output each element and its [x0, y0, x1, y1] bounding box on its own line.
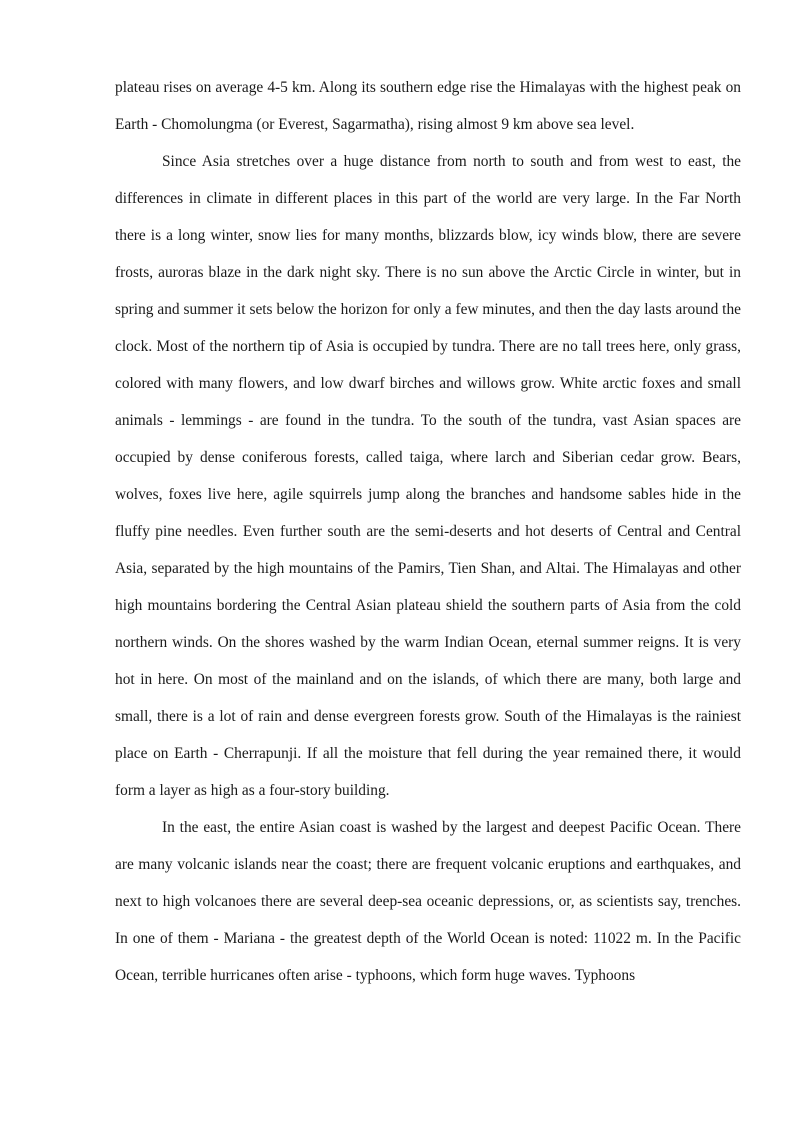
- paragraph-pacific-coast: In the east, the entire Asian coast is washed by the largest and deepest Pacific Ocean. There are many volcanic islands near the coast; there are frequent volcanic eruptions and earthquakes, and next to high volcanoes there are several deep-sea oceanic depressions, or, as scientists say, trenches. In one of them - Mariana - the greatest depth of the World Ocean is noted: 11022 m. In the Pacific Ocean, terrible hurricanes often arise - typhoons, which form huge waves. Typhoons: [115, 819, 741, 984]
- paragraph-asia-climate: Since Asia stretches over a huge distance from north to south and from west to east, the differences in climate in different places in this part of the world are very large. In the Far North there is a long winter, snow lies for many months, blizzards blow, icy winds blow, there are severe frosts, auroras blaze in the dark night sky. There is no sun above the Arctic Circle in winter, but in spring and summer it sets below the horizon for only a few minutes, and then the day lasts around the clock. Most of the northern tip of Asia is occupied by tundra. There are no tall trees here, only grass, colored with many flowers, and low dwarf birches and willows grow. White arctic foxes and small animals - lemmings - are found in the tundra. To the south of the tundra, vast Asian spaces are occupied by dense coniferous forests, called taiga, where larch and Siberian cedar grow. Bears, wolves, foxes live here, agile squirrels jump along the branches and handsome sables hide in the fluffy pine needles. Even further south are the semi-deserts and hot deserts of Central and Central Asia, separated by the high mountains of the Pamirs, Tien Shan, and Altai. The Himalayas and other high mountains bordering the Central Asian plateau shield the southern parts of Asia from the cold northern winds. On the shores washed by the warm Indian Ocean, eternal summer reigns. It is very hot in here. On most of the mainland and on the islands, of which there are many, both large and small, there is a lot of rain and dense evergreen forests grow. South of the Himalayas is the rainiest place on Earth - Cherrapunji. If all the moisture that fell during the year remained there, it would form a layer as high as a four-story building.: [115, 153, 741, 799]
- paragraph-plateau-continuation: plateau rises on average 4-5 km. Along its southern edge rise the Himalayas with the highest peak on Earth - Chomolungma (or Everest, Sagarmatha), rising almost 9 km above sea level.: [115, 79, 741, 133]
- document-page: [115, 69, 741, 994]
